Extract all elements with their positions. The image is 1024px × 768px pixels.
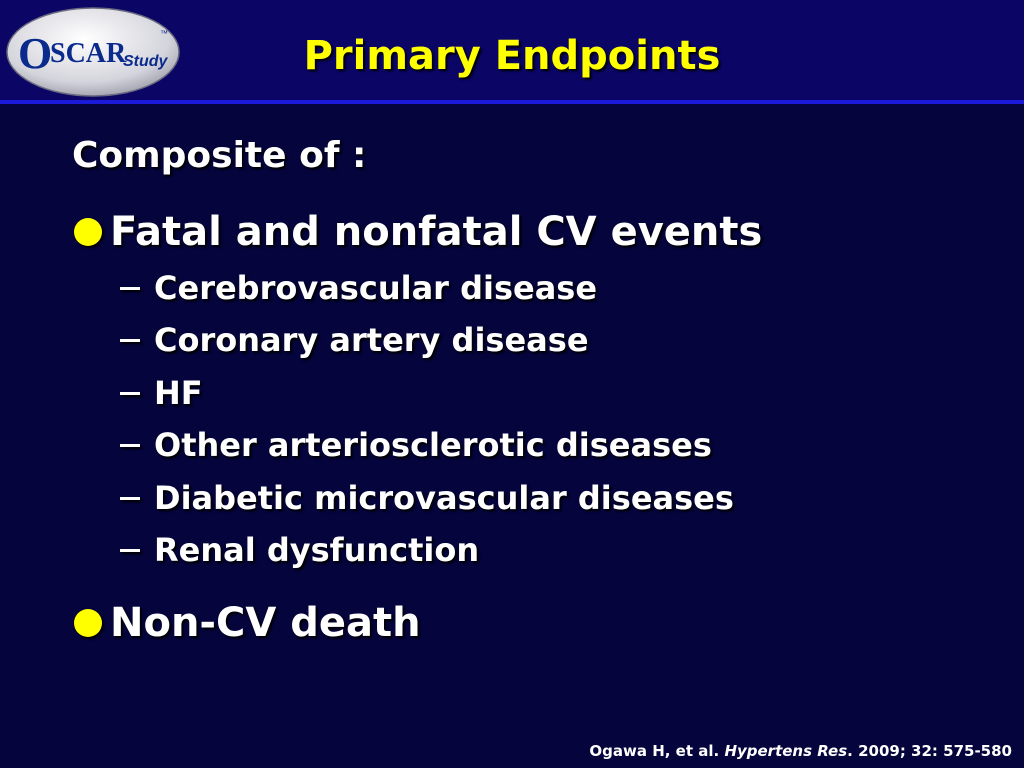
logo-letter-o: O [18,29,53,78]
sub-item [120,318,589,362]
dash-icon [120,392,140,395]
logo-study-text: Study [123,53,168,70]
dash-icon [120,339,140,342]
dash-icon [120,497,140,500]
bullet-dot-icon [74,609,102,637]
dash-icon [120,444,140,447]
lead-text: Composite of : [72,135,367,176]
sub-item-label: Diabetic microvascular diseases [154,479,734,517]
logo-trademark: ™ [160,29,168,38]
header-divider [0,100,1024,104]
sub-item [120,476,734,520]
citation [589,740,1012,762]
sub-item-label: Cerebrovascular disease [154,269,598,307]
sub-item-label: Renal dysfunction [154,531,480,569]
bullet-label: Fatal and nonfatal CV events [110,209,763,255]
dash-icon [120,549,140,552]
bullet-item [74,206,762,258]
slide-title: Primary Endpoints [303,33,721,79]
dash-icon [120,287,140,290]
citation-authors: Ogawa H, et al. [589,742,720,760]
bullet-item [74,597,421,649]
citation-details: . 2009; 32: 575-580 [847,742,1012,760]
logo-scar-text: SCAR [50,38,127,69]
bullet-dot-icon [74,218,102,246]
sub-item [120,528,479,572]
sub-item [120,371,203,415]
sub-item-label: Coronary artery disease [154,321,589,359]
citation-journal: Hypertens Res [724,742,848,760]
sub-item [120,423,712,467]
sub-item-label: Other arteriosclerotic diseases [154,426,712,464]
sub-item [120,266,597,310]
bullet-label: Non-CV death [110,600,421,646]
sub-item-label: HF [154,374,203,412]
